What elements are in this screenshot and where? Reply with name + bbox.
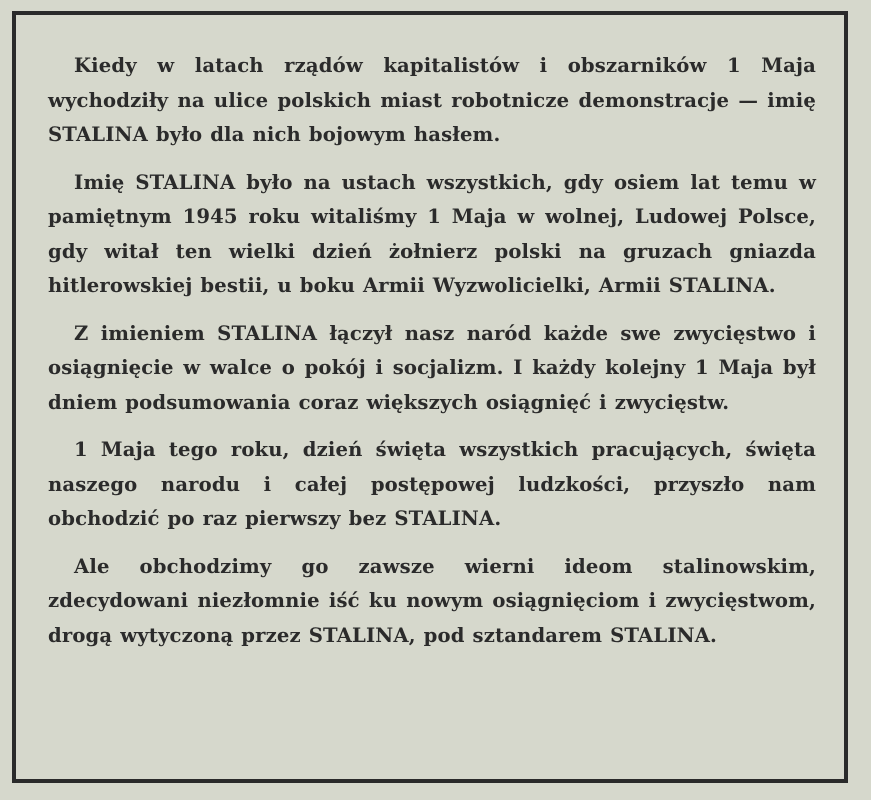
paragraph-1: Kiedy w latach rządów kapitalistów i obszarników 1 Maja wychodziły na ulice polskich miast robotnicze demonstracje — imię STALINA było dla nich bojowym hasłem. <box>48 54 816 146</box>
paragraph-5: Ale obchodzimy go zawsze wierni ideom stalinowskim, zdecydowani niezłomnie iść ku nowym osiągnięciom i zwycięstwom, drogą wytyczoną przez STALINA, pod sztandarem STALINA. <box>48 554 816 647</box>
paragraph-3: Z imieniem STALINA łączył nasz naród każde swe zwycięstwo i osiągnięcie w walce o pokój i socjalizm. I każdy kolejny 1 Maja był dniem podsumowania coraz większych osiągnięć i zwycięstw. <box>48 321 816 414</box>
paragraph-4: 1 Maja tego roku, dzień święta wszystkich pracujących, święta naszego narodu i całej postępowej ludzkości, przyszło nam obchodzić po raz pierwszy bez STALINA. <box>48 438 816 530</box>
paragraph-2: Imię STALINA było na ustach wszystkich, gdy osiem lat temu w pamiętnym 1945 roku witaliśmy 1 Maja w wolnej, Ludowej Polsce, gdy witał ten wielki dzień żołnierz polski na gruzach gniazda hitlerowskiej bestii, u boku Armii Wyzwolicielki, Armii STALINA. <box>48 170 816 297</box>
article-body <box>48 49 816 666</box>
